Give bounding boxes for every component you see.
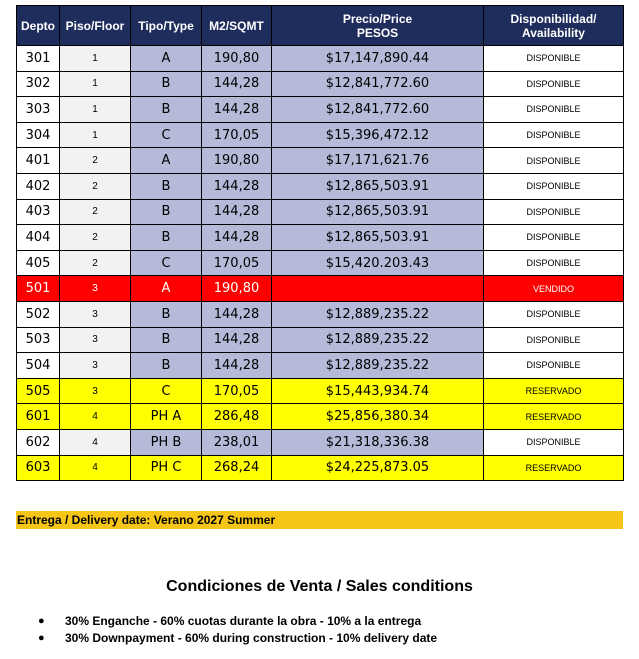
cell-tipo: A xyxy=(131,148,202,174)
units-table xyxy=(16,5,624,481)
cell-precio: $25,856,380.34 xyxy=(272,404,484,430)
delivery-date-text: Entrega / Delivery date: Verano 2027 Summer xyxy=(17,513,276,527)
cell-tipo: B xyxy=(131,327,202,353)
cell-tipo: B xyxy=(131,353,202,379)
table-row xyxy=(17,378,624,404)
cell-depto: 301 xyxy=(17,46,60,72)
units-table-body xyxy=(17,46,624,481)
cell-status: DISPONIBLE xyxy=(484,148,624,174)
cell-precio: $24,225,873.05 xyxy=(272,455,484,481)
cell-depto: 503 xyxy=(17,327,60,353)
cell-status: DISPONIBLE xyxy=(484,250,624,276)
cell-tipo: PH C xyxy=(131,455,202,481)
cell-tipo: PH A xyxy=(131,404,202,430)
cell-piso: 2 xyxy=(60,250,131,276)
table-row xyxy=(17,250,624,276)
cell-depto: 404 xyxy=(17,225,60,251)
cell-precio xyxy=(272,276,484,302)
table-row xyxy=(17,225,624,251)
condition-text: 30% Enganche - 60% cuotas durante la obra - 10% a la entrega xyxy=(65,614,422,628)
table-row xyxy=(17,404,624,430)
cell-depto: 304 xyxy=(17,122,60,148)
header-tipo: Tipo/Type xyxy=(131,6,202,46)
cell-precio: $17,147,890.44 xyxy=(272,46,484,72)
cell-m2: 144,28 xyxy=(202,301,272,327)
cell-precio: $12,865,503.91 xyxy=(272,225,484,251)
table-header-row xyxy=(17,6,624,46)
cell-status: DISPONIBLE xyxy=(484,173,624,199)
cell-tipo: C xyxy=(131,122,202,148)
condition-item xyxy=(38,613,437,630)
cell-m2: 144,28 xyxy=(202,97,272,123)
cell-piso: 1 xyxy=(60,97,131,123)
cell-piso: 2 xyxy=(60,148,131,174)
cell-precio: $12,841,772.60 xyxy=(272,97,484,123)
cell-m2: 170,05 xyxy=(202,122,272,148)
cell-depto: 403 xyxy=(17,199,60,225)
cell-piso: 3 xyxy=(60,327,131,353)
bullet-icon: ● xyxy=(38,615,45,627)
cell-tipo: A xyxy=(131,276,202,302)
cell-tipo: B xyxy=(131,301,202,327)
table-row xyxy=(17,429,624,455)
cell-piso: 2 xyxy=(60,173,131,199)
header-disponibilidad: Disponibilidad/ Availability xyxy=(484,6,624,46)
cell-piso: 1 xyxy=(60,122,131,148)
table-row xyxy=(17,71,624,97)
table-row xyxy=(17,455,624,481)
cell-depto: 302 xyxy=(17,71,60,97)
cell-depto: 303 xyxy=(17,97,60,123)
cell-tipo: B xyxy=(131,97,202,123)
cell-status: DISPONIBLE xyxy=(484,353,624,379)
cell-m2: 144,28 xyxy=(202,71,272,97)
cell-depto: 402 xyxy=(17,173,60,199)
cell-m2: 238,01 xyxy=(202,429,272,455)
cell-depto: 501 xyxy=(17,276,60,302)
cell-precio: $12,889,235.22 xyxy=(272,301,484,327)
cell-tipo: B xyxy=(131,199,202,225)
table-row xyxy=(17,97,624,123)
conditions-title: Condiciones de Venta / Sales conditions xyxy=(166,578,473,595)
header-m2: M2/SQMT xyxy=(202,6,272,46)
cell-precio: $15,443,934.74 xyxy=(272,378,484,404)
cell-status: DISPONIBLE xyxy=(484,199,624,225)
cell-status: DISPONIBLE xyxy=(484,122,624,148)
cell-status: DISPONIBLE xyxy=(484,327,624,353)
cell-precio: $12,889,235.22 xyxy=(272,353,484,379)
cell-status: RESERVADO xyxy=(484,404,624,430)
cell-piso: 4 xyxy=(60,404,131,430)
cell-precio: $12,841,772.60 xyxy=(272,71,484,97)
cell-piso: 4 xyxy=(60,429,131,455)
cell-piso: 3 xyxy=(60,276,131,302)
cell-m2: 144,28 xyxy=(202,199,272,225)
table-row xyxy=(17,327,624,353)
cell-precio: $21,318,336.38 xyxy=(272,429,484,455)
cell-piso: 1 xyxy=(60,46,131,72)
cell-m2: 144,28 xyxy=(202,327,272,353)
cell-m2: 268,24 xyxy=(202,455,272,481)
cell-status: DISPONIBLE xyxy=(484,97,624,123)
table-row xyxy=(17,301,624,327)
cell-tipo: B xyxy=(131,225,202,251)
cell-precio: $12,865,503.91 xyxy=(272,173,484,199)
cell-m2: 190,80 xyxy=(202,46,272,72)
cell-depto: 504 xyxy=(17,353,60,379)
cell-m2: 144,28 xyxy=(202,353,272,379)
cell-precio: $15,396,472.12 xyxy=(272,122,484,148)
header-depto: Depto xyxy=(17,6,60,46)
table-row xyxy=(17,122,624,148)
cell-depto: 603 xyxy=(17,455,60,481)
cell-piso: 3 xyxy=(60,353,131,379)
cell-precio: $12,865,503.91 xyxy=(272,199,484,225)
cell-tipo: B xyxy=(131,71,202,97)
cell-m2: 190,80 xyxy=(202,276,272,302)
cell-piso: 4 xyxy=(60,455,131,481)
cell-m2: 286,48 xyxy=(202,404,272,430)
cell-depto: 602 xyxy=(17,429,60,455)
cell-depto: 502 xyxy=(17,301,60,327)
cell-m2: 144,28 xyxy=(202,225,272,251)
cell-status: RESERVADO xyxy=(484,455,624,481)
cell-precio: $17,171,621.76 xyxy=(272,148,484,174)
condition-text: 30% Downpayment - 60% during construction - 10% delivery date xyxy=(65,631,438,645)
bullet-icon: ● xyxy=(38,632,45,644)
cell-piso: 2 xyxy=(60,225,131,251)
table-row xyxy=(17,199,624,225)
table-row xyxy=(17,46,624,72)
cell-tipo: B xyxy=(131,173,202,199)
cell-precio: $12,889,235.22 xyxy=(272,327,484,353)
cell-m2: 144,28 xyxy=(202,173,272,199)
cell-status: DISPONIBLE xyxy=(484,429,624,455)
cell-status: DISPONIBLE xyxy=(484,71,624,97)
cell-depto: 505 xyxy=(17,378,60,404)
cell-status: VENDIDO xyxy=(484,276,624,302)
conditions-list xyxy=(38,613,437,647)
table-row xyxy=(17,173,624,199)
cell-depto: 601 xyxy=(17,404,60,430)
table-row xyxy=(17,148,624,174)
table-row xyxy=(17,276,624,302)
cell-piso: 2 xyxy=(60,199,131,225)
cell-tipo: A xyxy=(131,46,202,72)
cell-tipo: C xyxy=(131,378,202,404)
cell-piso: 1 xyxy=(60,71,131,97)
cell-piso: 3 xyxy=(60,301,131,327)
cell-piso: 3 xyxy=(60,378,131,404)
cell-tipo: C xyxy=(131,250,202,276)
cell-tipo: PH B xyxy=(131,429,202,455)
header-precio: Precio/Price PESOS xyxy=(272,6,484,46)
cell-precio: $15,420.203.43 xyxy=(272,250,484,276)
cell-depto: 401 xyxy=(17,148,60,174)
cell-status: DISPONIBLE xyxy=(484,225,624,251)
cell-status: DISPONIBLE xyxy=(484,46,624,72)
cell-status: DISPONIBLE xyxy=(484,301,624,327)
cell-depto: 405 xyxy=(17,250,60,276)
cell-status: RESERVADO xyxy=(484,378,624,404)
table-row xyxy=(17,353,624,379)
cell-m2: 170,05 xyxy=(202,250,272,276)
cell-m2: 170,05 xyxy=(202,378,272,404)
header-piso: Piso/Floor xyxy=(60,6,131,46)
delivery-date-bar xyxy=(16,511,623,529)
cell-m2: 190,80 xyxy=(202,148,272,174)
condition-item xyxy=(38,630,437,647)
